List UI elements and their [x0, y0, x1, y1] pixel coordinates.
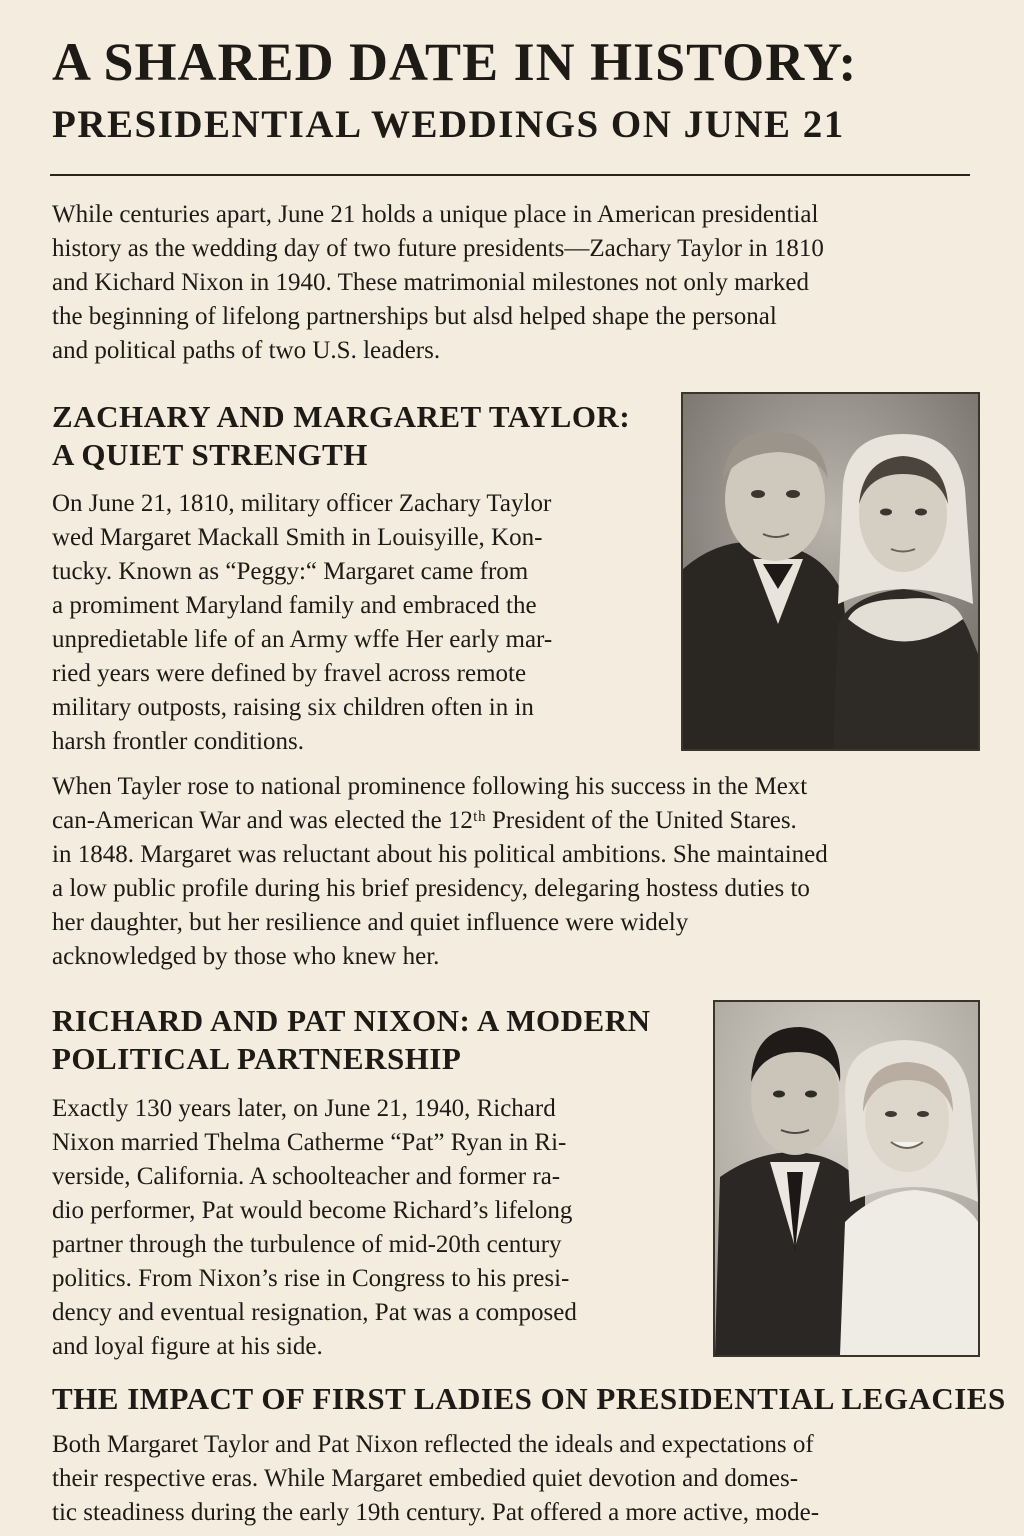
impact-section-heading: THE IMPACT OF FIRST LADIES ON PRESIDENTIAL LEGACIES	[52, 1381, 1006, 1416]
taylor-portrait-image	[681, 392, 980, 751]
impact-paragraph-1: Both Margaret Taylor and Pat Nixon reflected the ideals and expectations of their respective eras. While Margaret embedied quiet devotion and domes- tic steadiness during the early 19th century. Pat offered a more active, mode-	[52, 1431, 820, 1526]
intro-paragraph: While centuries apart, June 21 holds a unique place in American presidential history as the wedding day of two future presidents—Zachary Taylor in 1810 and Kichard Nixon in 1940. These matrimonial milestones not only marked the beginning of lifelong partnerships but alsd helped shape the personal and political paths of two U.S. leaders.	[52, 201, 824, 364]
article-title: A SHARED DATE IN HISTORY:	[52, 32, 858, 92]
article-subtitle: PRESIDENTIAL WEDDINGS ON JUNE 21	[52, 103, 845, 146]
nixon-section-heading: RICHARD AND PAT NIXON: A MODERN POLITICAL PARTNERSHIP	[52, 1003, 651, 1076]
nixon-wedding-photo	[713, 1000, 980, 1357]
taylor-paragraph-2: When Tayler rose to national prominence following his success in the Mext can-American War and was elected the 12ᵗʰ President of the United Stares. in 1848. Margaret was reluctant about his political ambitions. She maintained a low public profile during his brief presidency, delegaring hostess duties to her daughter, but her resilience and quiet influence were widely acknowledged by those who knew her.	[52, 773, 828, 970]
nixon-paragraph-1: Exactly 130 years later, on June 21, 1940, Richard Nixon married Thelma Catherme “Pat” Ryan in Ri- verside, California. A schoolteacher and former ra- dio performer, Pat would become Richard’s lifelong partner through the turbulence of mid-20th century politics. From Nixon’s rise in Congress to his presi- dency and eventual resignation, Pat was a composed and loyal figure at his side.	[52, 1095, 577, 1360]
taylor-section-heading: ZACHARY AND MARGARET TAYLOR: A QUIET STRENGTH	[52, 399, 631, 472]
taylor-paragraph-1: On June 21, 1810, military officer Zachary Taylor wed Margaret Mackall Smith in Louisyille, Kon- tucky. Known as “Peggy:“ Margaret came from a promiment Maryland family and embraced the unprediеtable life of an Army wffe Her early mar- ried years were defined by fravel across remote military outposts, raising six children often in in harsh frontler conditions.	[52, 490, 553, 755]
title-divider	[50, 174, 970, 176]
